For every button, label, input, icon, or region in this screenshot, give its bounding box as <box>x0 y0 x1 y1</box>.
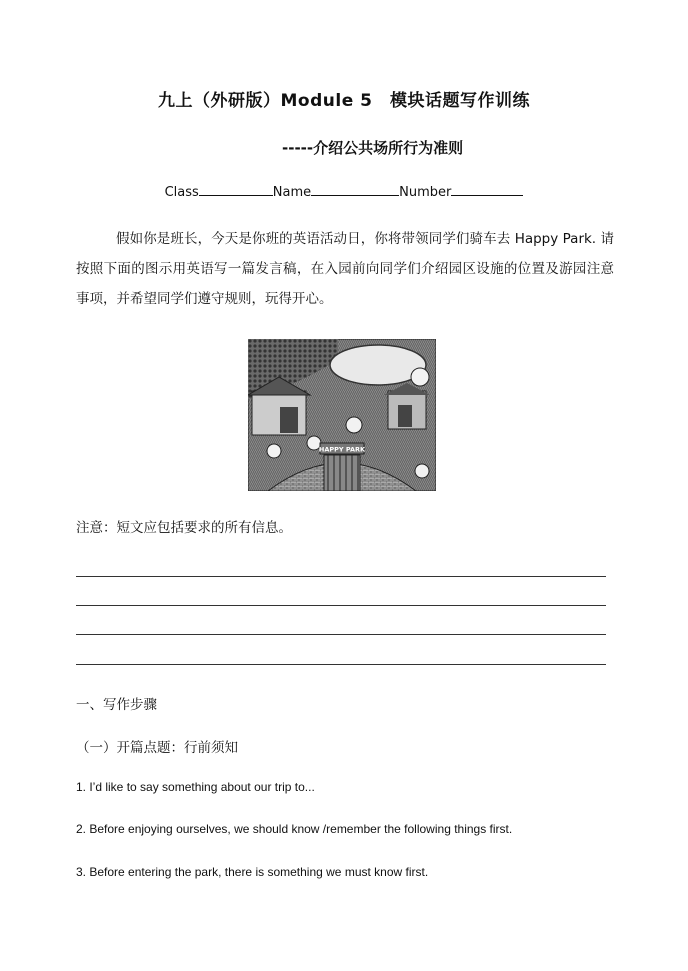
step-item: 3. Before entering the park, there is something we must know first. <box>76 865 429 879</box>
answer-line[interactable] <box>76 634 606 635</box>
class-label: Class <box>164 185 199 200</box>
student-info-row <box>0 183 688 200</box>
note-text: 注意：短文应包括要求的所有信息。 <box>76 520 292 536</box>
step-item: 2. Before enjoying ourselves, we should know /remember the following things first. <box>76 822 513 836</box>
answer-line[interactable] <box>76 664 606 665</box>
answer-line[interactable] <box>76 605 606 606</box>
page-subtitle: -----介绍公共场所行为准则 <box>282 139 464 157</box>
answer-line[interactable] <box>76 576 606 577</box>
name-label: Name <box>272 185 312 200</box>
step-item: 1. I’d like to say something about our trip to... <box>76 780 315 794</box>
park-map-illustration <box>248 339 436 491</box>
steps-subheading: （一）开篇点题：行前须知 <box>76 740 238 756</box>
number-blank[interactable] <box>451 183 523 196</box>
name-blank[interactable] <box>311 183 399 196</box>
park-sign-text: HAPPY PARK <box>318 445 366 454</box>
writing-prompt: 假如你是班长，今天是你班的英语活动日，你将带领同学们骑车去 Happy Park. 请按照下面的图示用英语写一篇发言稿，在入园前向同学们介绍园区设施的位置及游园注意事项，并希望同学们遵守规则，玩得开心。 <box>76 231 614 307</box>
steps-heading: 一、写作步骤 <box>76 697 157 713</box>
page-title: 九上（外研版）Module 5 模块话题写作训练 <box>158 91 530 111</box>
number-label: Number <box>399 185 452 200</box>
class-blank[interactable] <box>199 183 273 196</box>
